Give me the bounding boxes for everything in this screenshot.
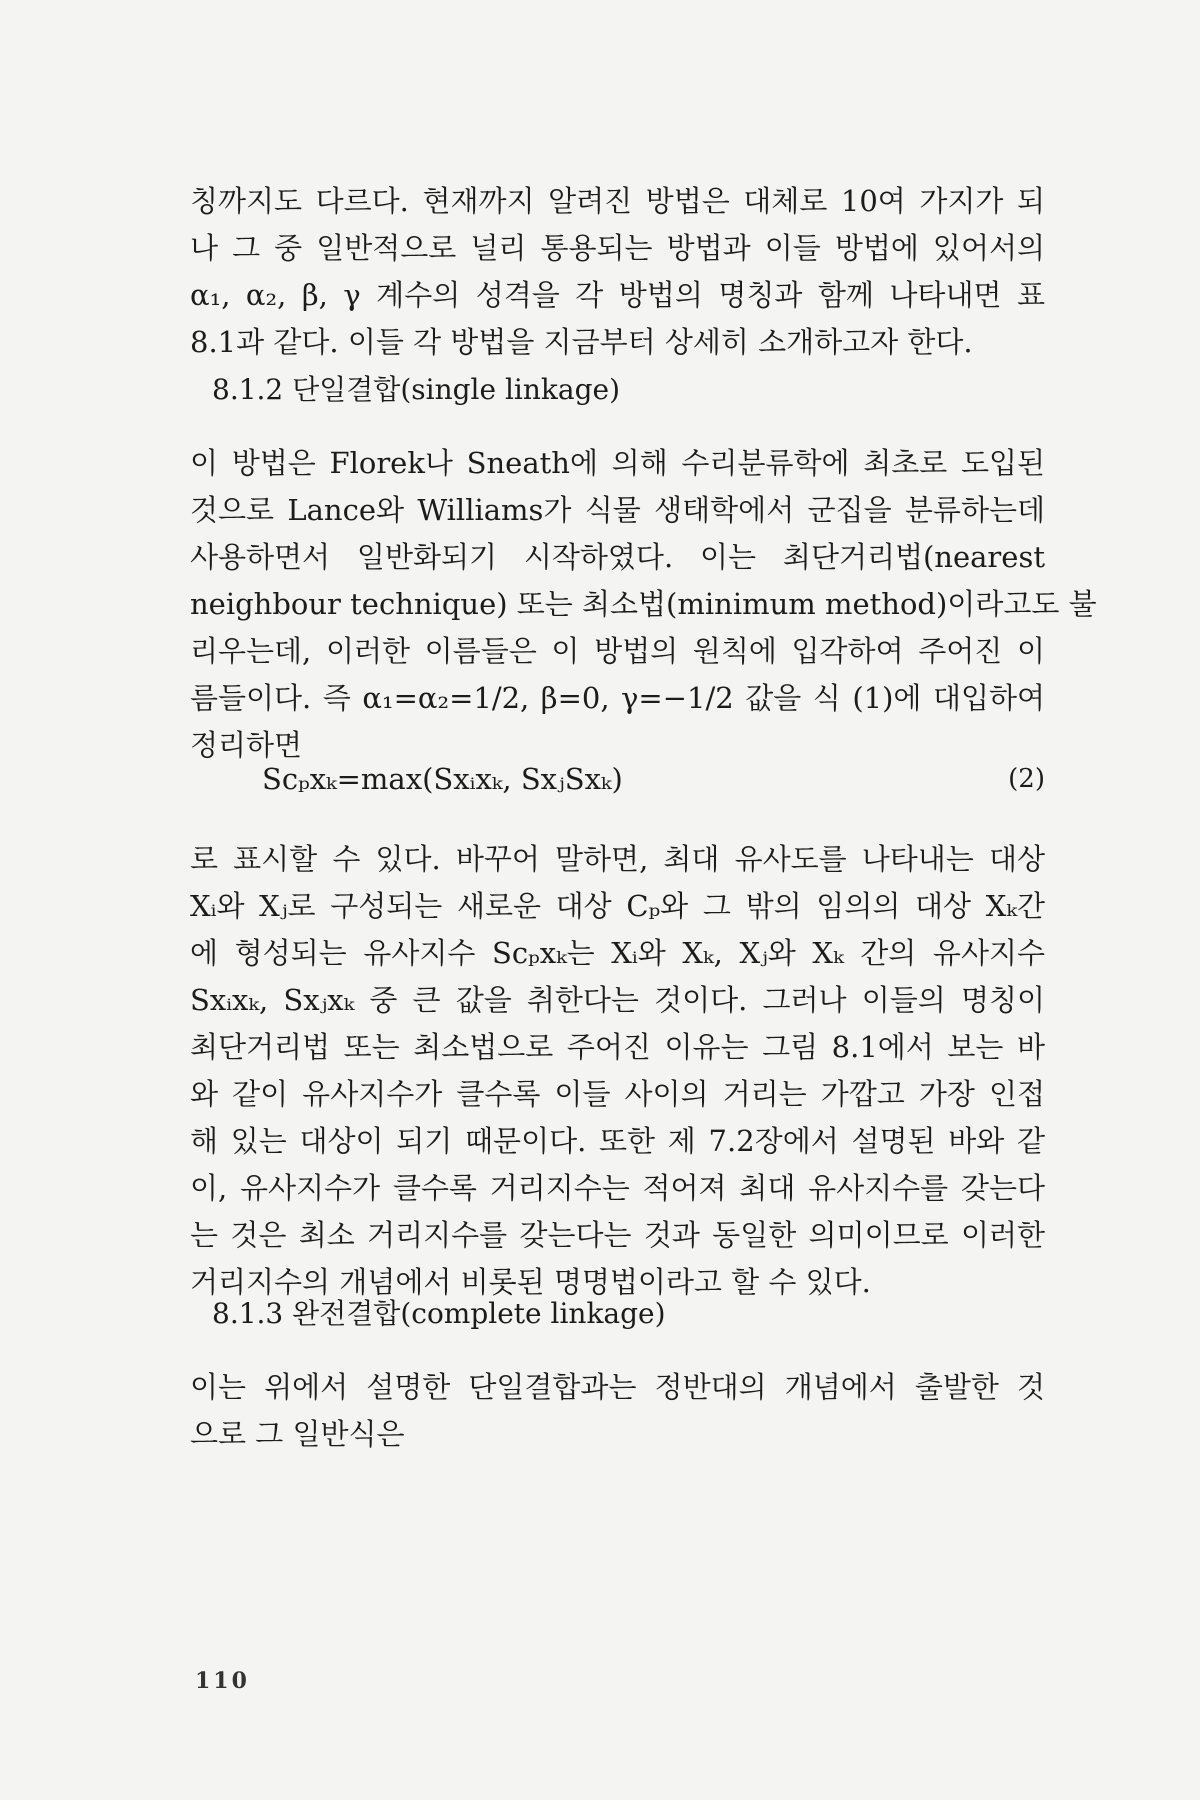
complete-linkage-paragraph — [190, 1364, 1045, 1458]
paragraph-line: Sxᵢxₖ, Sxⱼxₖ 중 큰 값을 취한다는 것이다. 그러나 이들의 명칭이 — [190, 983, 1045, 1017]
paragraph-line: 정리하면 — [190, 728, 303, 762]
paragraph-line: 로 표시할 수 있다. 바꾸어 말하면, 최대 유사도를 나타내는 대상 — [190, 842, 1045, 876]
paragraph-line: Xᵢ와 Xⱼ로 구성되는 새로운 대상 Cₚ와 그 밖의 임의의 대상 Xₖ간 — [190, 889, 1045, 923]
equation-body: Scₚxₖ=max(Sxᵢxₖ, SxⱼSxₖ) — [262, 762, 623, 796]
single-linkage-paragraph — [190, 440, 1097, 769]
section-heading-single-linkage: 8.1.2 단일결합(single linkage) — [212, 373, 620, 406]
paragraph-line: 리우는데, 이러한 이름들은 이 방법의 원칙에 입각하여 주어진 이 — [190, 634, 1045, 668]
paragraph-line: 사용하면서 일반화되기 시작하였다. 이는 최단거리법(nearest — [190, 540, 1045, 574]
paragraph-line: 해 있는 대상이 되기 때문이다. 또한 제 7.2장에서 설명된 바와 같 — [190, 1124, 1045, 1158]
paragraph-line: 나 그 중 일반적으로 널리 통용되는 방법과 이들 방법에 있어서의 — [190, 231, 1045, 265]
equation-2 — [262, 762, 1045, 796]
paragraph-line: 8.1과 같다. 이들 각 방법을 지금부터 상세히 소개하고자 한다. — [190, 325, 973, 359]
page-number: 110 — [195, 1668, 250, 1694]
paragraph-line: 이, 유사지수가 클수록 거리지수는 적어져 최대 유사지수를 갖는다 — [190, 1171, 1045, 1205]
intro-paragraph — [190, 178, 1045, 366]
paragraph-line: 칭까지도 다르다. 현재까지 알려진 방법은 대체로 10여 가지가 되 — [190, 184, 1045, 218]
paragraph-line: 거리지수의 개념에서 비롯된 명명법이라고 할 수 있다. — [190, 1265, 871, 1299]
paragraph-line: α₁, α₂, β, γ 계수의 성격을 각 방법의 명칭과 함께 나타내면 표 — [190, 278, 1045, 312]
paragraph-line: neighbour technique) 또는 최소법(minimum method)이라고도 불 — [190, 587, 1097, 621]
paragraph-line: 는 것은 최소 거리지수를 갖는다는 것과 동일한 의미이므로 이러한 — [190, 1218, 1045, 1252]
section-heading-complete-linkage: 8.1.3 완전결합(complete linkage) — [212, 1297, 666, 1330]
paragraph-line: 것으로 Lance와 Williams가 식물 생태학에서 군집을 분류하는데 — [190, 493, 1045, 527]
explanation-paragraph — [190, 836, 1045, 1306]
paragraph-line: 최단거리법 또는 최소법으로 주어진 이유는 그림 8.1에서 보는 바 — [190, 1030, 1045, 1064]
equation-number: (2) — [1008, 764, 1045, 794]
paragraph-line: 이 방법은 Florek나 Sneath에 의해 수리분류학에 최초로 도입된 — [190, 446, 1045, 480]
paragraph-line: 이는 위에서 설명한 단일결합과는 정반대의 개념에서 출발한 것 — [190, 1370, 1045, 1404]
paragraph-line: 름들이다. 즉 α₁=α₂=1/2, β=0, γ=−1/2 값을 식 (1)에 대입하여 — [190, 681, 1045, 715]
paragraph-line: 와 같이 유사지수가 클수록 이들 사이의 거리는 가깝고 가장 인접 — [190, 1077, 1045, 1111]
paragraph-line: 으로 그 일반식은 — [190, 1417, 405, 1451]
paragraph-line: 에 형성되는 유사지수 Scₚxₖ는 Xᵢ와 Xₖ, Xⱼ와 Xₖ 간의 유사지수 — [190, 936, 1045, 970]
